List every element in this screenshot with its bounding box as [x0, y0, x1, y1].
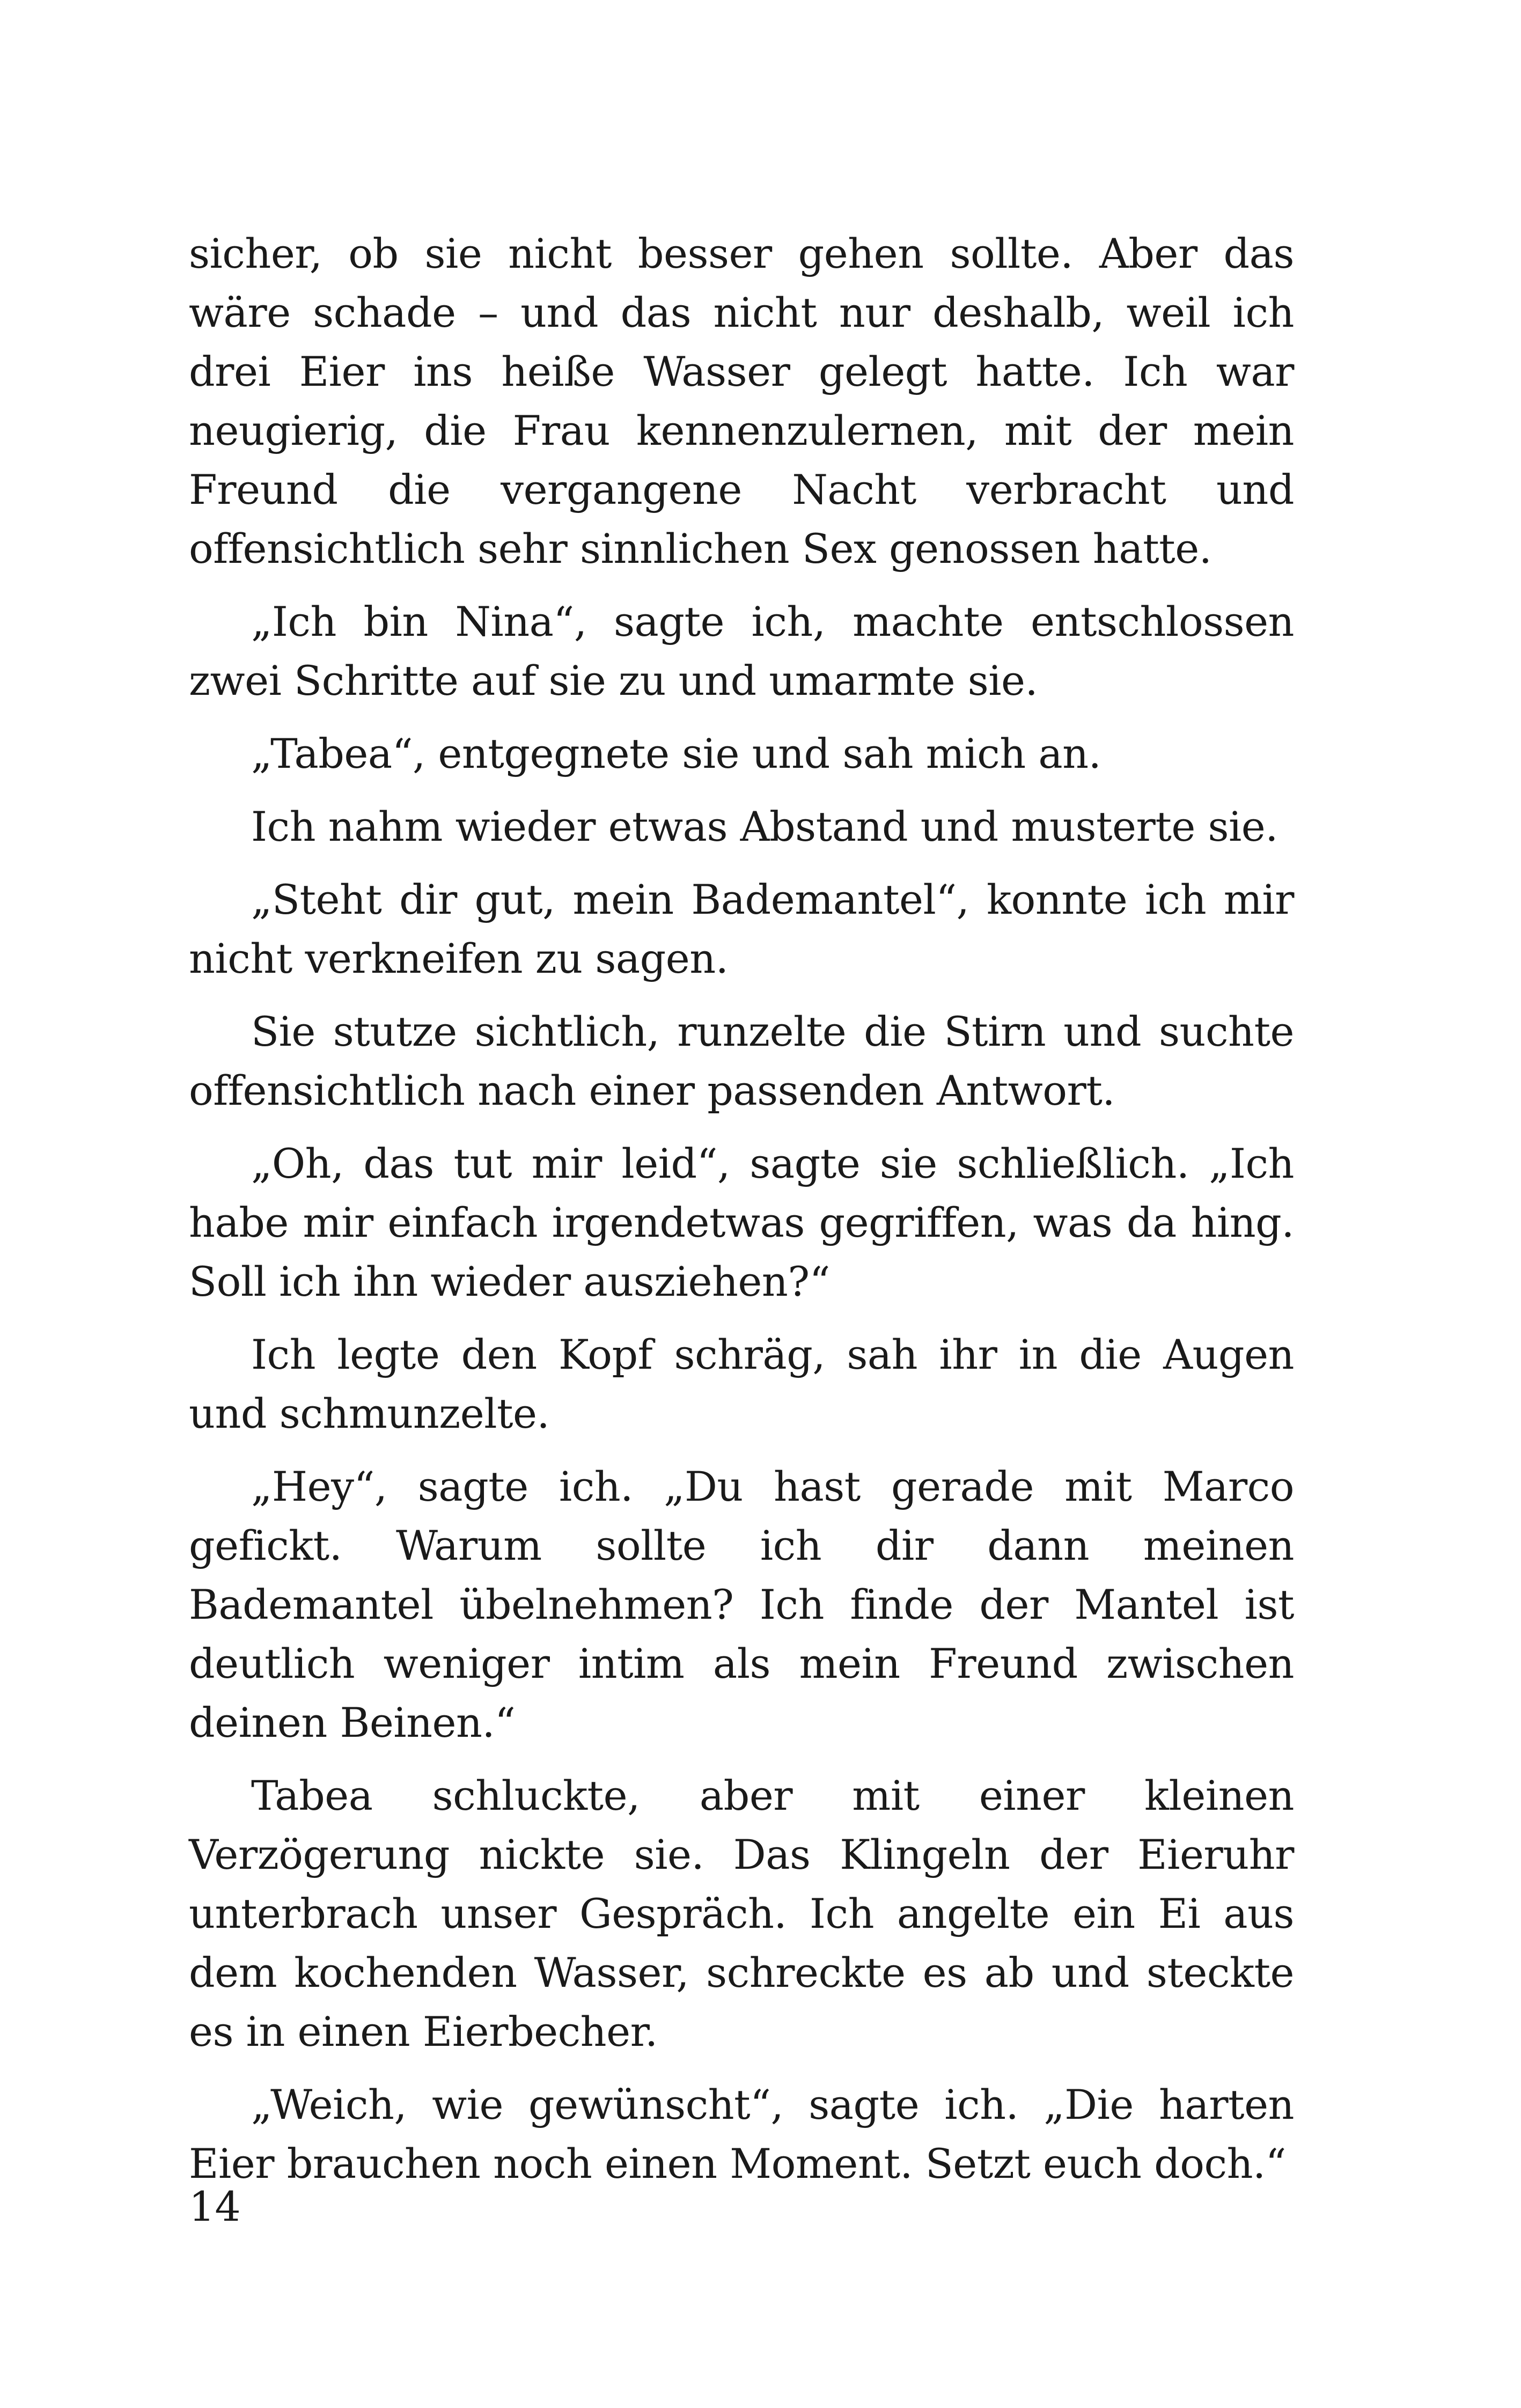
paragraph-3: „Tabea“, entgegnete sie und sah mich an.	[251, 730, 1101, 777]
paragraph-11: „Weich, wie gewünscht“, sagte ich. „Die harten Eier brauchen noch einen Moment. Setzt euch doch.“	[189, 2081, 1294, 2187]
paragraph-7: „Oh, das tut mir leid“, sagte sie schließlich. „Ich habe mir einfach irgendetwas gegriffen, was da hing. Soll ich ihn wieder ausziehen?“	[189, 1140, 1294, 1305]
paragraph-2: „Ich bin Nina“, sagte ich, machte entschlossen zwei Schritte auf sie zu und umarmte sie.	[189, 598, 1294, 704]
paragraph-10: Tabea schluckte, aber mit einer kleinen Verzögerung nickte sie. Das Klingeln der Eieruhr unterbrach unser Gespräch. Ich angelte ein Ei aus dem kochenden Wasser, schreckte es ab und steckte es in einen Eierbecher.	[189, 1772, 1294, 2055]
paragraph-6: Sie stutze sichtlich, runzelte die Stirn und suchte offensichtlich nach einer passenden Antwort.	[189, 1008, 1294, 1114]
body-text	[189, 224, 1294, 2207]
paragraph-1: sicher, ob sie nicht besser gehen sollte. Aber das wäre schade – und das nicht nur deshalb, weil ich drei Eier ins heiße Wasser gelegt hatte. Ich war neugierig, die Frau kennenzulernen, mit der mein Freund die vergangene Nacht verbracht und offensichtlich sehr sinnlichen Sex genossen hatte.	[189, 230, 1294, 572]
page-number: 14	[189, 2183, 241, 2230]
paragraph-9: „Hey“, sagte ich. „Du hast gerade mit Marco gefickt. Warum sollte ich dir dann meinen Bademantel übelnehmen? Ich finde der Mantel ist deutlich weniger intim als mein Freund zwischen deinen Beinen.“	[189, 1463, 1294, 1746]
paragraph-4: Ich nahm wieder etwas Abstand und musterte sie.	[251, 803, 1278, 850]
paragraph-8: Ich legte den Kopf schräg, sah ihr in die Augen und schmunzelte.	[189, 1331, 1294, 1437]
paragraph-5: „Steht dir gut, mein Bademantel“, konnte ich mir nicht verkneifen zu sagen.	[189, 876, 1294, 982]
